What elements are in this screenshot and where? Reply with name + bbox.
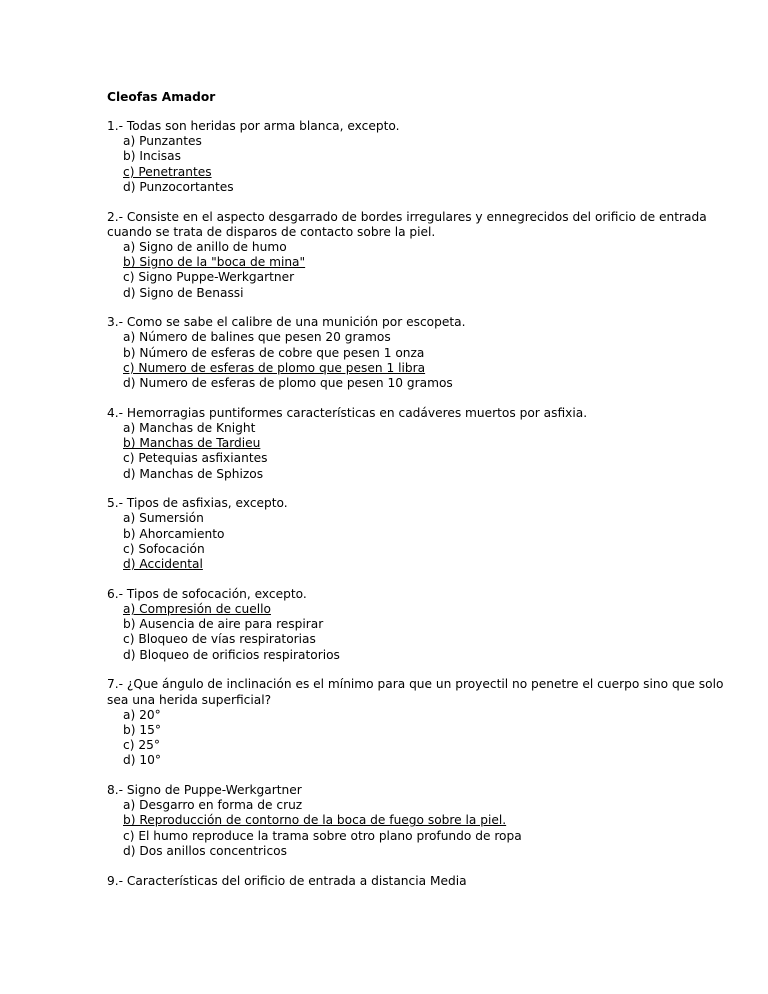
answer-option-label: b) Número de esferas de cobre que pesen 1 onza [123,345,425,360]
answer-option-label: d) Bloqueo de orificios respiratorios [123,647,340,662]
answer-option-label: a) Número de balines que pesen 20 gramos [123,330,391,345]
answer-option [107,617,747,632]
document-page [107,89,747,903]
question-7 [107,677,747,768]
answer-option-label: b) Ahorcamiento [123,526,225,541]
answer-option-label: b) Ausencia de aire para respirar [123,617,324,632]
question-text: 6.- Tipos de sofocación, excepto. [107,586,307,601]
answer-option [107,542,747,557]
answer-option [107,270,747,285]
answer-option-label: d) Accidental [123,557,203,572]
answer-option [107,798,747,813]
answer-option [107,346,747,361]
answer-options [107,421,747,482]
answer-option-label: b) Reproducción de contorno de la boca de fuego sobre la piel. [123,813,507,828]
question-text: 9.- Características del orificio de entrada a distancia Media [107,873,467,888]
answer-option [107,648,747,663]
question-text: 1.- Todas son heridas por arma blanca, excepto. [107,119,400,133]
answer-option [107,376,747,391]
answer-option [107,286,747,301]
answer-option-label: c) 25° [123,738,160,753]
question-1 [107,119,747,195]
question-text: 4.- Hemorragias puntiformes características en cadáveres muertos por asfixia. [107,405,588,420]
answer-option-label: d) Numero de esferas de plomo que pesen 10 gramos [123,376,453,391]
question-9 [107,874,747,889]
answer-options [107,708,747,769]
answer-option [107,180,747,195]
answer-option [107,134,747,149]
answer-option-label: c) Petequias asfixiantes [123,451,268,466]
answer-option-label: c) El humo reproduce la trama sobre otro plano profundo de ropa [123,828,522,843]
answer-option [107,149,747,164]
answer-option-correct [107,361,747,376]
answer-options [107,240,747,301]
answer-option [107,829,747,844]
answer-option-label: c) Sofocación [123,541,205,556]
answer-option-correct [107,436,747,451]
answer-option-label: a) Compresión de cuello [123,601,271,616]
question-text: 5.- Tipos de asfixias, excepto. [107,496,288,511]
answer-option-label: c) Signo Puppe-Werkgartner [123,270,295,285]
answer-option-label: d) Dos anillos concentricos [123,843,287,858]
answer-option-label: d) 10° [123,753,161,768]
question-6 [107,587,747,663]
answer-option-label: a) Desgarro en forma de cruz [123,798,303,813]
answer-option-label: a) Punzantes [123,134,202,149]
answer-option-label: b) 15° [123,722,161,737]
answer-option [107,708,747,723]
answer-option-correct [107,557,747,572]
answer-option-label: d) Manchas de Sphizos [123,466,264,481]
answer-options [107,330,747,391]
answer-option-label: a) Sumersión [123,511,204,526]
answer-option [107,240,747,255]
answer-option [107,511,747,526]
question-text: 3.- Como se sabe el calibre de una munición por escopeta. [107,315,466,330]
question-text: 8.- Signo de Puppe-Werkgartner [107,783,302,798]
question-2 [107,210,747,301]
answer-options [107,602,747,663]
answer-option [107,632,747,647]
answer-options [107,511,747,572]
answer-option-label: b) Incisas [123,149,181,164]
author-name: Cleofas Amador [107,90,216,104]
answer-option-correct [107,813,747,828]
answer-option-label: c) Penetrantes [123,164,212,179]
answer-option-label: c) Numero de esferas de plomo que pesen 1 libra [123,360,426,375]
answer-option-label: d) Signo de Benassi [123,285,244,300]
answer-option-correct [107,165,747,180]
answer-option [107,330,747,345]
question-3 [107,315,747,391]
question-5 [107,496,747,572]
answer-option [107,527,747,542]
question-text: 2.- Consiste en el aspecto desgarrado de bordes irregulares y ennegrecidos del orificio de entrada cuando se trata de disparos de contacto sobre la piel. [107,209,707,239]
question-8 [107,783,747,859]
answer-options [107,134,747,195]
answer-option [107,467,747,482]
question-list [107,119,747,889]
answer-option-correct [107,602,747,617]
answer-option [107,844,747,859]
answer-option [107,753,747,768]
answer-option-label: a) Signo de anillo de humo [123,239,287,254]
answer-option [107,738,747,753]
answer-option-label: a) Manchas de Knight [123,420,256,435]
answer-option-label: d) Punzocortantes [123,179,234,194]
question-4 [107,406,747,482]
answer-option-label: a) 20° [123,707,161,722]
answer-option [107,451,747,466]
question-text: 7.- ¿Que ángulo de inclinación es el mínimo para que un proyectil no penetre el cuerpo sino que solo sea una herida superficial? [107,677,724,707]
answer-option-label: b) Signo de la "boca de mina" [123,255,306,270]
answer-option-label: b) Manchas de Tardieu [123,436,261,451]
answer-option-correct [107,255,747,270]
answer-option [107,723,747,738]
answer-option-label: c) Bloqueo de vías respiratorias [123,632,316,647]
answer-option [107,421,747,436]
answer-options [107,798,747,859]
